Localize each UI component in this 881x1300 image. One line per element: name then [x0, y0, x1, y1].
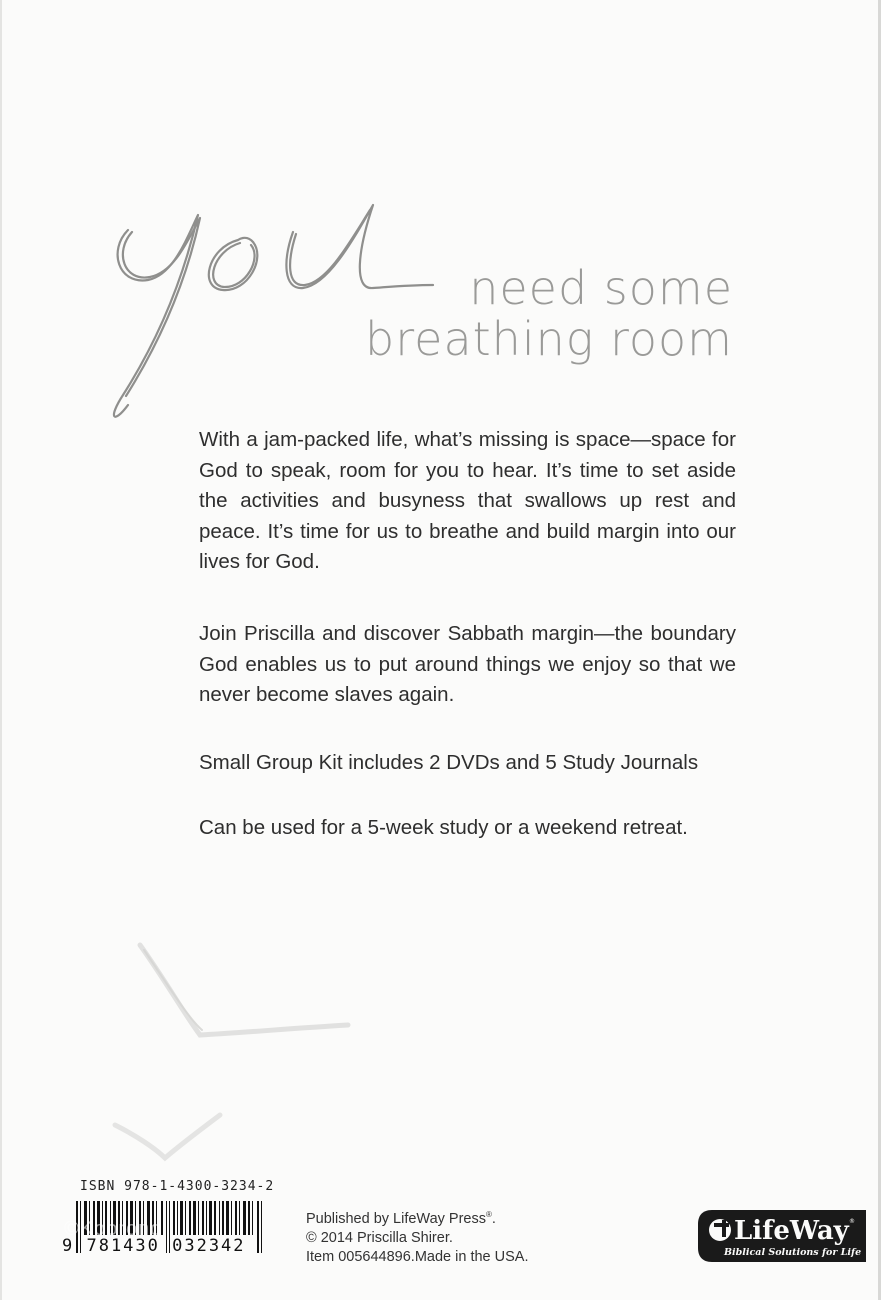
- copyright-line: © 2014 Priscilla Shirer.: [306, 1229, 453, 1246]
- barcode-digits: 9 781430 032342: [62, 1236, 246, 1256]
- koorong-watermark: ©Koorong: [64, 1218, 163, 1240]
- description-paragraph: With a jam-packed life, what’s missing is space—space for God to speak, room for you to hear. It’s time to set aside the activities and busyness that swallows up rest and peace. It’s time for us to breathe and build margin into our lives for God.: [199, 428, 736, 573]
- decorative-brush-strokes: [110, 930, 370, 1170]
- invitation-paragraph: Join Priscilla and discover Sabbath margin—the boundary God enables us to put around things we enjoy so that we never become slaves again.: [199, 622, 736, 706]
- svg-text:LifeWay: LifeWay: [734, 1216, 849, 1246]
- item-number-line: Item 005644896.Made in the USA.: [306, 1248, 529, 1265]
- usage-text: Can be used for a 5-week study or a weekend retreat.: [199, 816, 688, 839]
- isbn-label: ISBN 978-1-4300-3234-2: [80, 1179, 275, 1194]
- headline-line-1: need some: [469, 261, 733, 315]
- publisher-info: [306, 1205, 528, 1267]
- publisher-line: Published by LifeWay Press®.: [306, 1210, 496, 1227]
- svg-text:®: ®: [849, 1218, 855, 1225]
- kit-contents-text: Small Group Kit includes 2 DVDs and 5 Study Journals: [199, 751, 699, 774]
- lifeway-logo: [698, 1206, 866, 1266]
- svg-text:Biblical Solutions for Life: Biblical Solutions for Life: [724, 1247, 862, 1258]
- headline-line-2: breathing room: [365, 312, 733, 366]
